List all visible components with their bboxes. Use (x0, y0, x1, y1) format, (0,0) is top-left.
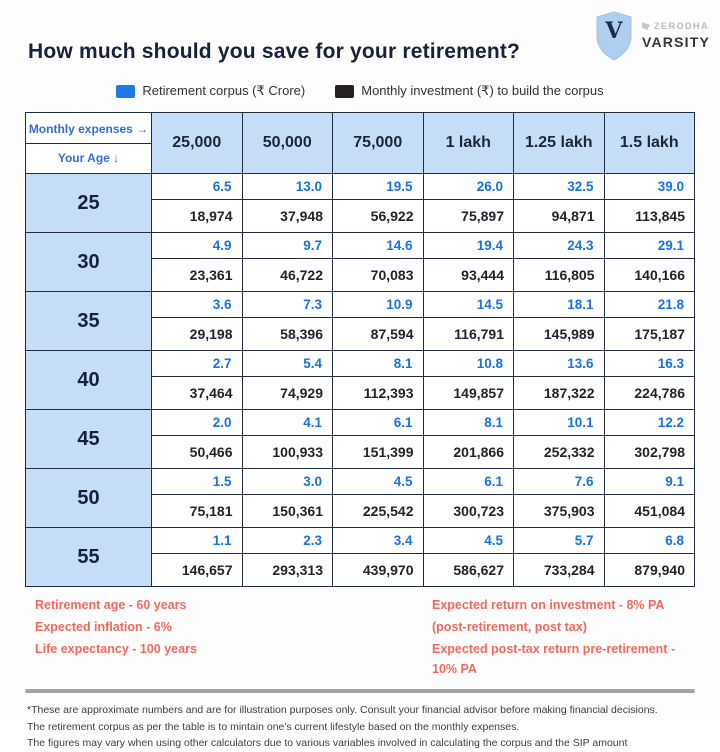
investment-value: 733,284 (514, 554, 605, 587)
corpus-value: 9.7 (242, 233, 333, 259)
corner-header-cell (26, 113, 152, 174)
investment-value: 302,798 (604, 436, 695, 469)
corpus-value: 4.5 (333, 469, 424, 495)
corpus-value: 10.8 (423, 351, 514, 377)
logo-text (642, 21, 710, 52)
corpus-value: 6.1 (423, 469, 514, 495)
legend-label: Retirement corpus (₹ Crore) (142, 83, 306, 98)
investment-value: 300,723 (423, 495, 514, 528)
corpus-value: 6.8 (604, 528, 695, 554)
investment-value: 879,940 (604, 554, 695, 587)
investment-value: 23,361 (152, 259, 243, 292)
investment-value: 150,361 (242, 495, 333, 528)
corpus-row (26, 174, 695, 200)
legend-item-investment (335, 83, 603, 99)
corpus-value: 14.5 (423, 292, 514, 318)
retirement-table (25, 112, 695, 587)
investment-swatch-icon (335, 85, 354, 98)
corpus-value: 2.7 (152, 351, 243, 377)
assumption-post-retirement: (post-retirement, post tax) (432, 620, 587, 634)
corpus-value: 4.5 (423, 528, 514, 554)
corpus-value: 6.5 (152, 174, 243, 200)
corpus-value: 6.1 (333, 410, 424, 436)
age-cell: 40 (26, 351, 152, 410)
corpus-value: 9.1 (604, 469, 695, 495)
investment-value: 70,083 (333, 259, 424, 292)
legend (0, 80, 720, 102)
investment-value: 18,974 (152, 200, 243, 233)
assumptions-left (35, 595, 432, 681)
investment-value: 37,464 (152, 377, 243, 410)
corpus-value: 32.5 (514, 174, 605, 200)
investment-value: 201,866 (423, 436, 514, 469)
corpus-value: 5.4 (242, 351, 333, 377)
corpus-value: 24.3 (514, 233, 605, 259)
corpus-row (26, 292, 695, 318)
disclaimer-2: The retirement corpus as per the table is to mintain one's current lifestyle based on the monthly expenses. (27, 720, 520, 733)
age-cell: 55 (26, 528, 152, 587)
corpus-row (26, 469, 695, 495)
assumption-return-investment: Expected return on investment - 8% PA (432, 598, 665, 612)
assumption-pre-retirement-return: Expected post-tax return pre-retirement - 10% PA (432, 642, 676, 676)
investment-value: 145,989 (514, 318, 605, 351)
investment-value: 74,929 (242, 377, 333, 410)
investment-value: 116,791 (423, 318, 514, 351)
disclaimer-3: The figures may vary when using other calculators due to various variables involved in calculating the corpus and the SIP amount (27, 737, 628, 749)
corpus-value: 1.1 (152, 528, 243, 554)
corpus-value: 7.3 (242, 292, 333, 318)
investment-value: 149,857 (423, 377, 514, 410)
disclaimer-1: *These are approximate numbers and are for illustration purposes only. Consult your financial advisor before making financial decisions. (27, 704, 658, 716)
investment-value: 224,786 (604, 377, 695, 410)
column-header: 1.5 lakh (604, 113, 695, 174)
investment-value: 187,322 (514, 377, 605, 410)
assumption-life-expectancy: Life expectancy - 100 years (35, 642, 197, 656)
corpus-row (26, 528, 695, 554)
column-header: 25,000 (152, 113, 243, 174)
corpus-value: 39.0 (604, 174, 695, 200)
corpus-value: 21.8 (604, 292, 695, 318)
corpus-value: 10.9 (333, 292, 424, 318)
corpus-value: 8.1 (423, 410, 514, 436)
corpus-value: 3.0 (242, 469, 333, 495)
corpus-value: 19.5 (333, 174, 424, 200)
investment-value: 252,332 (514, 436, 605, 469)
corpus-value: 4.1 (242, 410, 333, 436)
corpus-value: 13.6 (514, 351, 605, 377)
corpus-value: 14.6 (333, 233, 424, 259)
investment-value: 93,444 (423, 259, 514, 292)
corpus-value: 2.3 (242, 528, 333, 554)
varsity-logo (595, 11, 710, 61)
kite-icon (642, 22, 650, 30)
investment-value: 175,187 (604, 318, 695, 351)
assumption-inflation: Expected inflation - 6% (35, 620, 172, 634)
corpus-value: 8.1 (333, 351, 424, 377)
investment-value: 293,313 (242, 554, 333, 587)
investment-value: 451,084 (604, 495, 695, 528)
corpus-value: 16.3 (604, 351, 695, 377)
column-header: 50,000 (242, 113, 333, 174)
corpus-value: 13.0 (242, 174, 333, 200)
investment-value: 75,897 (423, 200, 514, 233)
age-cell: 30 (26, 233, 152, 292)
investment-value: 151,399 (333, 436, 424, 469)
investment-value: 75,181 (152, 495, 243, 528)
investment-value: 146,657 (152, 554, 243, 587)
assumptions (35, 595, 695, 681)
monthly-expenses-label: Monthly expenses → (26, 115, 151, 144)
corpus-value: 4.9 (152, 233, 243, 259)
header (0, 0, 720, 76)
logo-product: VARSITY (641, 33, 710, 50)
corpus-swatch-icon (116, 85, 135, 98)
disclaimers (27, 702, 695, 752)
investment-value: 112,393 (333, 377, 424, 410)
investment-value: 116,805 (514, 259, 605, 292)
corpus-value: 1.5 (152, 469, 243, 495)
corpus-value: 7.6 (514, 469, 605, 495)
age-cell: 35 (26, 292, 152, 351)
investment-value: 94,871 (514, 200, 605, 233)
investment-value: 375,903 (514, 495, 605, 528)
column-header: 1.25 lakh (514, 113, 605, 174)
corpus-row (26, 351, 695, 377)
investment-value: 87,594 (333, 318, 424, 351)
page-title: How much should you save for your retirement? (28, 40, 521, 63)
corpus-value: 10.1 (514, 410, 605, 436)
age-cell: 25 (26, 174, 152, 233)
corpus-value: 3.6 (152, 292, 243, 318)
legend-item-corpus (116, 83, 305, 99)
investment-value: 140,166 (604, 259, 695, 292)
corpus-value: 5.7 (514, 528, 605, 554)
age-cell: 50 (26, 469, 152, 528)
age-cell: 45 (26, 410, 152, 469)
investment-value: 100,933 (242, 436, 333, 469)
corpus-value: 19.4 (423, 233, 514, 259)
corpus-value: 3.4 (333, 528, 424, 554)
assumption-retirement-age: Retirement age - 60 years (35, 598, 187, 612)
corpus-row (26, 410, 695, 436)
legend-label: Monthly investment (₹) to build the corpus (361, 83, 604, 98)
section-divider (25, 689, 695, 693)
shield-icon (595, 11, 633, 61)
corpus-value: 18.1 (514, 292, 605, 318)
your-age-label: Your Age ↓ (57, 150, 120, 165)
table-header-row (26, 113, 695, 174)
logo-brand: ZERODHA (653, 20, 709, 31)
column-header: 75,000 (333, 113, 424, 174)
corpus-value: 2.0 (152, 410, 243, 436)
investment-value: 46,722 (242, 259, 333, 292)
investment-value: 439,970 (333, 554, 424, 587)
investment-value: 58,396 (242, 318, 333, 351)
investment-value: 37,948 (242, 200, 333, 233)
corpus-value: 12.2 (604, 410, 695, 436)
corpus-value: 26.0 (423, 174, 514, 200)
investment-value: 113,845 (604, 200, 695, 233)
corpus-value: 29.1 (604, 233, 695, 259)
investment-value: 29,198 (152, 318, 243, 351)
investment-value: 586,627 (423, 554, 514, 587)
table-body (26, 174, 695, 587)
shield-letter: V (605, 18, 623, 44)
investment-value: 50,466 (152, 436, 243, 469)
investment-value: 56,922 (333, 200, 424, 233)
column-header: 1 lakh (423, 113, 514, 174)
investment-value: 225,542 (333, 495, 424, 528)
assumptions-right (432, 595, 695, 681)
corpus-row (26, 233, 695, 259)
